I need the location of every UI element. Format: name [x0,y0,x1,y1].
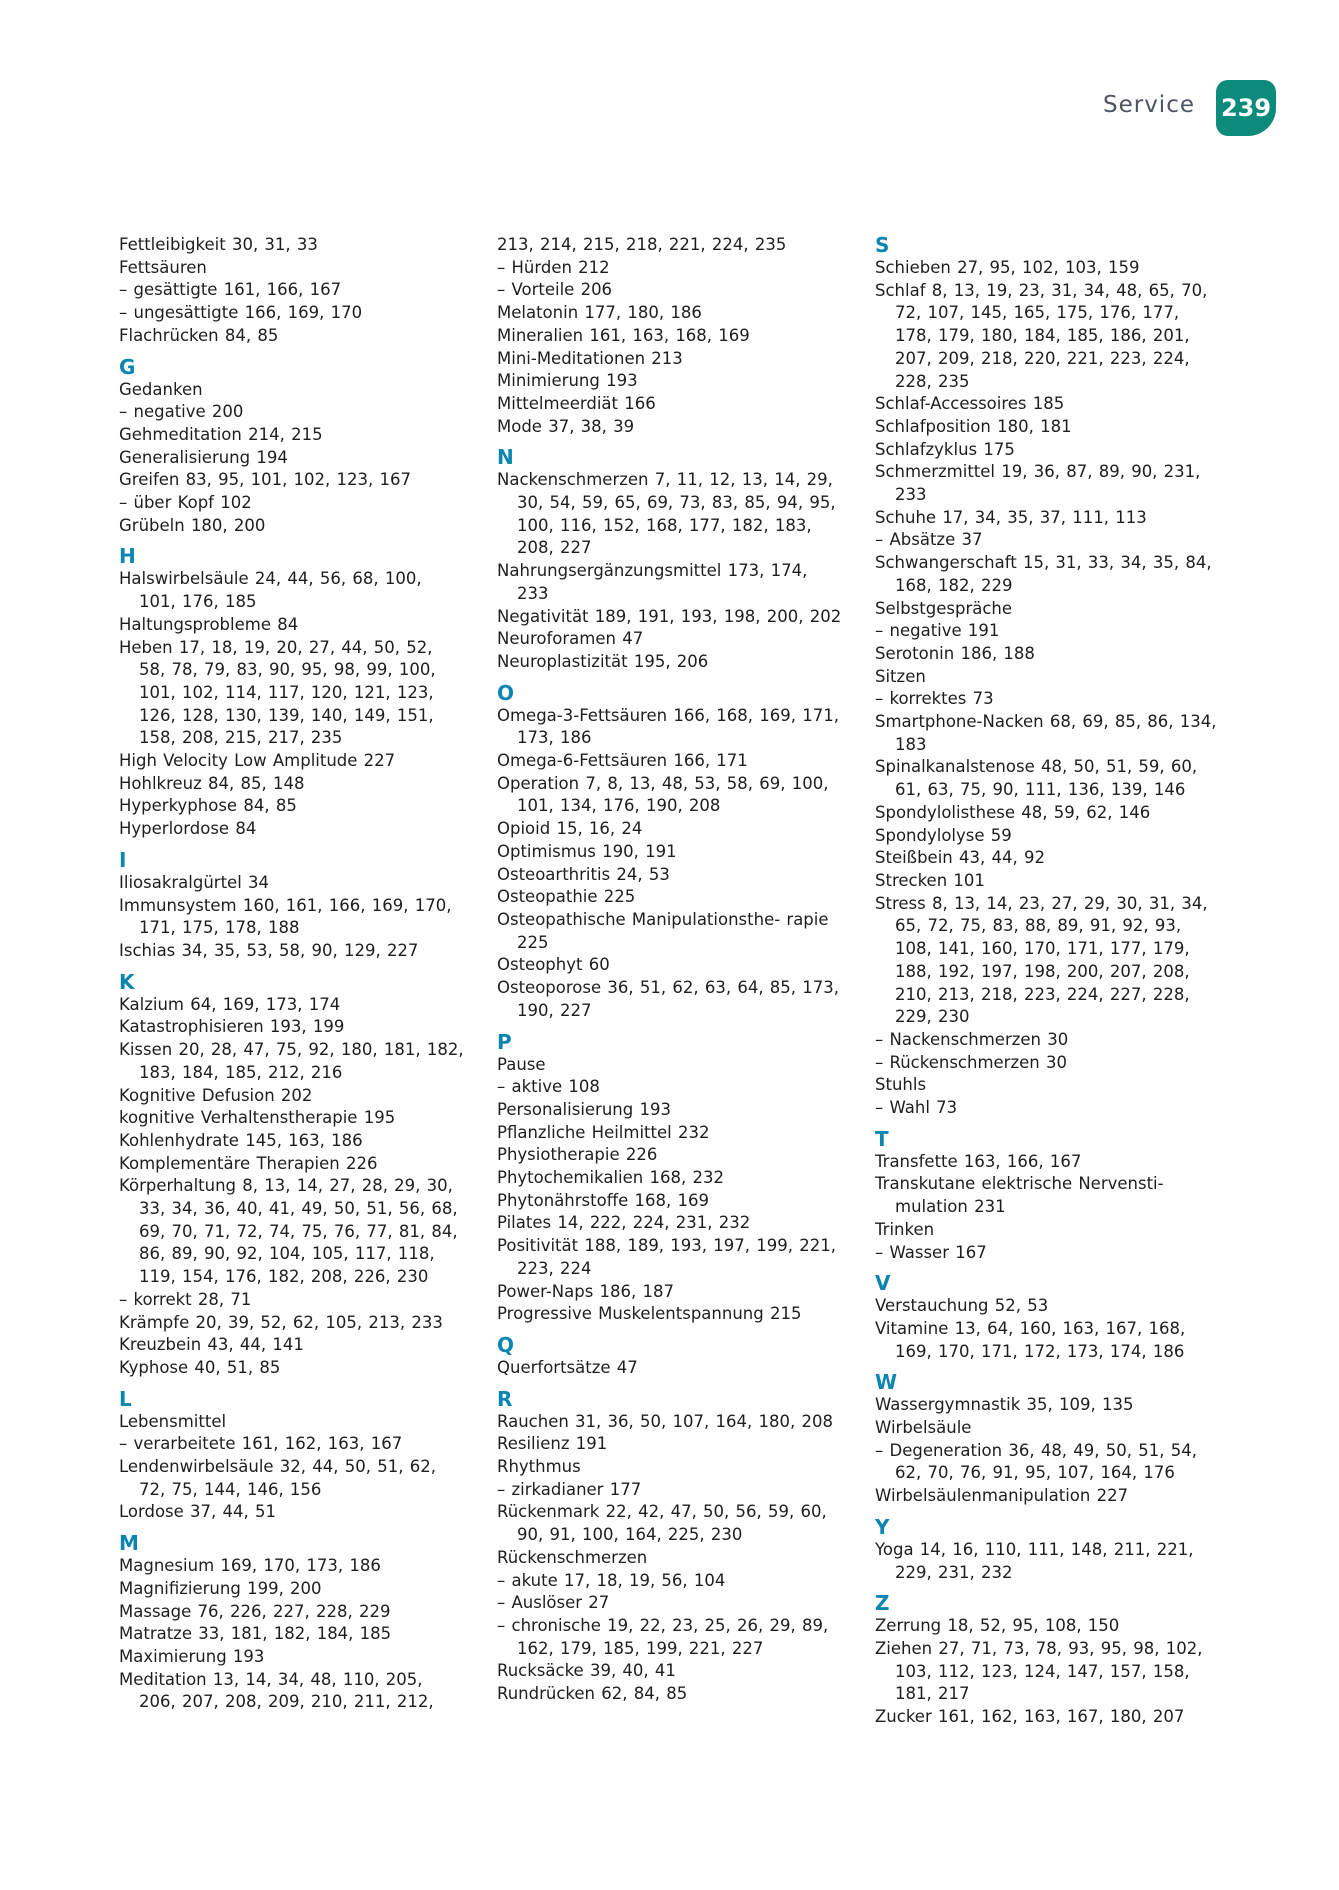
index-entry: Resilienz 191 [497,1434,608,1454]
index-entry: – Absätze 37 [875,530,983,550]
index-entry: Pilates 14, 222, 224, 231, 232 [497,1213,751,1233]
index-entry: Matratze 33, 181, 182, 184, 185 [119,1624,392,1644]
index-entry: Wirbelsäulenmanipulation 227 [875,1486,1129,1506]
index-entry: 213, 214, 215, 218, 221, 224, 235 [497,235,787,254]
index-entry: Meditation 13, 14, 34, 48, 110, 205, 206, 207, 208, 209, 210, 211, 212, [119,1669,434,1712]
index-entry: Rückenschmerzen [497,1547,648,1567]
index-entry: Omega-6-Fettsäuren 166, 171 [497,751,748,771]
index-entry: Hohlkreuz 84, 85, 148 [119,773,305,793]
index-column-3 [875,234,1220,1729]
index-entry: Haltungsprobleme 84 [119,614,299,634]
index-letter-heading: G [119,354,136,379]
index-entry: Steißbein 43, 44, 92 [875,848,1045,868]
index-entry: – Wahl 73 [875,1098,958,1118]
index-entry: Trinken [875,1219,935,1239]
index-entry: Physiotherapie 226 [497,1145,658,1165]
index-entry: Kalzium 64, 169, 173, 174 [119,994,341,1014]
index-entry: – Wasser 167 [875,1242,987,1262]
index-entry: Verstauchung 52, 53 [875,1296,1049,1316]
index-entry: Smartphone-Nacken 68, 69, 85, 86, 134, 183 [875,712,1217,754]
index-entry: Flachrücken 84, 85 [119,325,279,345]
index-entry: Operation 7, 8, 13, 48, 53, 58, 69, 100, 101, 134, 176, 190, 208 [497,773,829,816]
index-entry: Hyperkyphose 84, 85 [119,796,297,816]
index-entry: Zucker 161, 162, 163, 167, 180, 207 [875,1707,1185,1727]
index-entry: Kreuzbein 43, 44, 141 [119,1335,304,1355]
index-entry: Osteophyt 60 [497,955,610,975]
index-entry: Neuroforamen 47 [497,629,644,649]
index-letter-heading: K [119,969,135,994]
index-letter-heading: W [875,1370,898,1395]
index-entry: – chronische 19, 22, 23, 25, 26, 29, 89, 162, 179, 185, 199, 221, 227 [497,1615,829,1658]
index-entry: Lendenwirbelsäule 32, 44, 50, 51, 62, 72, 75, 144, 146, 156 [119,1457,436,1499]
index-entry: Schlafzyklus 175 [875,439,1015,459]
index-entry: Iliosakralgürtel 34 [119,872,270,892]
index-letter-heading: O [497,680,515,705]
index-entry: – negative 200 [119,402,244,422]
index-entry: Sitzen [875,666,926,686]
index-entry: Magnesium 169, 170, 173, 186 [119,1556,381,1576]
index-entry: Negativität 189, 191, 193, 198, 200, 202 [497,606,842,626]
index-entry: kognitive Verhaltenstherapie 195 [119,1108,396,1128]
index-entry: Mode 37, 38, 39 [497,416,635,436]
index-entry: Massage 76, 226, 227, 228, 229 [119,1601,391,1621]
index-entry: Nahrungsergänzungsmittel 173, 174, 233 [497,561,808,603]
index-entry: Schlaf 8, 13, 19, 23, 31, 34, 48, 65, 70, 72, 107, 145, 165, 175, 176, 177, 178, 179, 180, 184, 185, 186, 201, 207, 209, 218, 220, 221, 223, 224, 228, 235 [875,280,1208,391]
index-entry: Pause [497,1054,546,1074]
index-letter-heading: I [119,847,127,872]
index-letter-heading: T [875,1126,889,1151]
index-entry: Progressive Muskelentspannung 215 [497,1304,802,1324]
index-entry: Krämpfe 20, 39, 52, 62, 105, 213, 233 [119,1312,443,1332]
index-entry: Osteoporose 36, 51, 62, 63, 64, 85, 173, 190, 227 [497,978,840,1020]
index-entry: – Rückenschmerzen 30 [875,1052,1067,1072]
index-entry: Opioid 15, 16, 24 [497,819,643,839]
index-entry: – korrektes 73 [875,689,994,709]
index-entry: – Vorteile 206 [497,280,613,300]
index-entry: Fettsäuren [119,257,207,277]
index-entry: Hyperlordose 84 [119,819,257,839]
index-letter-heading: R [497,1386,513,1411]
index-entry: Power-Naps 186, 187 [497,1281,675,1301]
index-entry: Gehmeditation 214, 215 [119,424,323,444]
index-entry: Spondylolyse 59 [875,825,1012,845]
index-entry: Schieben 27, 95, 102, 103, 159 [875,258,1140,277]
index-entry: – ungesättigte 166, 169, 170 [119,303,363,323]
index-entry: Yoga 14, 16, 110, 111, 148, 211, 221, 229, 231, 232 [875,1539,1194,1582]
index-entry: Vitamine 13, 64, 160, 163, 167, 168, 169, 170, 171, 172, 173, 174, 186 [875,1318,1186,1361]
index-entry: Halswirbelsäule 24, 44, 56, 68, 100, 101, 176, 185 [119,569,422,612]
index-entry: Transfette 163, 166, 167 [875,1151,1082,1171]
index-entry: – verarbeitete 161, 162, 163, 167 [119,1434,403,1454]
index-entry: Osteopathie 225 [497,887,636,907]
header-section-title: Service [1102,92,1195,118]
index-entry: Wassergymnastik 35, 109, 135 [875,1395,1134,1415]
index-letter-heading: V [875,1271,891,1296]
index-entry: Personalisierung 193 [497,1099,671,1119]
index-letter-heading: Y [875,1514,890,1539]
index-letter-heading: P [497,1029,512,1054]
index-entry: Schuhe 17, 34, 35, 37, 111, 113 [875,507,1147,527]
index-entry: Stuhls [875,1075,927,1095]
index-entry: Kyphose 40, 51, 85 [119,1357,281,1377]
index-entry: Magnifizierung 199, 200 [119,1578,322,1598]
index-entry: Mittelmeerdiät 166 [497,393,656,413]
index-entry: Nackenschmerzen 7, 11, 12, 13, 14, 29, 30, 54, 59, 65, 69, 73, 83, 85, 94, 95, 100, 116, 152, 168, 177, 182, 183, 208, 227 [497,470,836,558]
index-entry: High Velocity Low Amplitude 227 [119,751,396,771]
index-entry: Spondylolisthese 48, 59, 62, 146 [875,802,1151,822]
index-entry: Ziehen 27, 71, 73, 78, 93, 95, 98, 102, 103, 112, 123, 124, 147, 157, 158, 181, 217 [875,1638,1203,1704]
index-entry: Wirbelsäule [875,1418,972,1438]
index-entry: Osteopathische Manipulationsthe- rapie 225 [497,909,829,952]
index-entry: Melatonin 177, 180, 186 [497,303,702,323]
index-entry: Fettleibigkeit 30, 31, 33 [119,235,318,254]
index-entry: Lordose 37, 44, 51 [119,1502,277,1522]
index-entry: Körperhaltung 8, 13, 14, 27, 28, 29, 30, 33, 34, 36, 40, 41, 49, 50, 51, 56, 68, 69, 70, 71, 72, 74, 75, 76, 77, 81, 84, 86, 89, 90, 92, 104, 105, 117, 118, 119, 154, 176, 182, 208, 226, 230 [119,1176,458,1287]
index-entry: Phytochemikalien 168, 232 [497,1168,724,1188]
index-entry: Rauchen 31, 36, 50, 107, 164, 180, 208 [497,1411,833,1431]
index-letter-heading: H [119,544,136,569]
index-entry: – akute 17, 18, 19, 56, 104 [497,1570,726,1590]
index-entry: Rhythmus [497,1457,581,1477]
index-entry: Minimierung 193 [497,371,638,391]
index-letter-heading: M [119,1531,139,1556]
index-entry: – negative 191 [875,621,1000,641]
index-entry: Kognitive Defusion 202 [119,1085,313,1105]
index-entry: – gesättigte 161, 166, 167 [119,280,342,300]
index-entry: Greifen 83, 95, 101, 102, 123, 167 [119,470,412,490]
index-entry: Schmerzmittel 19, 36, 87, 89, 90, 231, 233 [875,462,1201,505]
index-entry: Katastrophisieren 193, 199 [119,1017,345,1037]
index-entry: Lebensmittel [119,1411,227,1431]
index-entry: – aktive 108 [497,1077,600,1097]
index-entry: Kohlenhydrate 145, 163, 186 [119,1130,363,1150]
index-letter-heading: S [875,233,890,257]
index-entry: Schlaf-Accessoires 185 [875,394,1065,414]
index-entry: – korrekt 28, 71 [119,1289,252,1309]
index-column-2 [497,234,842,1706]
index-entry: Strecken 101 [875,870,985,890]
index-entry: Rucksäcke 39, 40, 41 [497,1661,676,1681]
index-entry: Kissen 20, 28, 47, 75, 92, 180, 181, 182, 183, 184, 185, 212, 216 [119,1040,464,1082]
index-letter-heading: Z [875,1591,890,1616]
index-entry: Maximierung 193 [119,1646,265,1666]
index-entry: Pflanzliche Heilmittel 232 [497,1122,710,1142]
index-entry: Zerrung 18, 52, 95, 108, 150 [875,1616,1120,1636]
index-entry: Rundrücken 62, 84, 85 [497,1684,688,1704]
index-entry: Heben 17, 18, 19, 20, 27, 44, 50, 52, 58, 78, 79, 83, 90, 95, 98, 99, 100, 101, 102, 114, 117, 120, 121, 123, 126, 128, 130, 139, 140, 149, 151, 158, 208, 215, 217, 235 [119,637,436,748]
index-entry: – Nackenschmerzen 30 [875,1029,1069,1049]
index-entry: Omega-3-Fettsäuren 166, 168, 169, 171, 173, 186 [497,705,840,748]
index-column-1 [119,234,464,1714]
index-entry: Querfortsätze 47 [497,1357,638,1377]
page-number-badge: 239 [1216,80,1276,136]
index-letter-heading: Q [497,1332,515,1357]
index-entry: Schwangerschaft 15, 31, 33, 34, 35, 84, 168, 182, 229 [875,553,1212,595]
index-entry: Immunsystem 160, 161, 166, 169, 170, 171, 175, 178, 188 [119,895,452,938]
index-entry: Gedanken [119,379,203,399]
index-entry: – Hürden 212 [497,257,610,277]
index-entry: Stress 8, 13, 14, 23, 27, 29, 30, 31, 34, 65, 72, 75, 83, 88, 89, 91, 92, 93, 108, 141, 160, 170, 171, 177, 179, 188, 192, 197, 198, 200, 207, 208, 210, 213, 218, 223, 224, 227, 228, 229, 230 [875,893,1208,1027]
index-entry: Schlafposition 180, 181 [875,416,1072,436]
index-entry: Rückenmark 22, 42, 47, 50, 56, 59, 60, 90, 91, 100, 164, 225, 230 [497,1502,827,1545]
index-entry: – über Kopf 102 [119,493,252,513]
index-entry: Selbstgespräche [875,598,1013,618]
index-entry: Serotonin 186, 188 [875,643,1035,663]
index-entry: Spinalkanalstenose 48, 50, 51, 59, 60, 61, 63, 75, 90, 111, 136, 139, 146 [875,757,1198,800]
index-entry: Komplementäre Therapien 226 [119,1153,378,1173]
index-entry: Osteoarthritis 24, 53 [497,864,670,884]
index-entry: – zirkadianer 177 [497,1479,642,1499]
index-letter-heading: L [119,1386,132,1411]
index-entry: – Degeneration 36, 48, 49, 50, 51, 54, 62, 70, 76, 91, 95, 107, 164, 176 [875,1440,1197,1483]
index-entry: Positivität 188, 189, 193, 197, 199, 221, 223, 224 [497,1236,836,1278]
index-entry: Neuroplastizität 195, 206 [497,651,709,671]
index-entry: Mineralien 161, 163, 168, 169 [497,325,750,345]
index-entry: Optimismus 190, 191 [497,841,677,861]
index-entry: Grübeln 180, 200 [119,515,266,535]
index-entry: – Auslöser 27 [497,1593,610,1613]
index-entry: Phytonährstoffe 168, 169 [497,1190,709,1210]
index-entry: Mini-Meditationen 213 [497,348,683,368]
index-entry: Ischias 34, 35, 53, 58, 90, 129, 227 [119,940,419,960]
index-letter-heading: N [497,445,514,470]
index-entry: Transkutane elektrische Nervensti- mulation 231 [875,1174,1164,1217]
index-entry: Generalisierung 194 [119,447,288,467]
